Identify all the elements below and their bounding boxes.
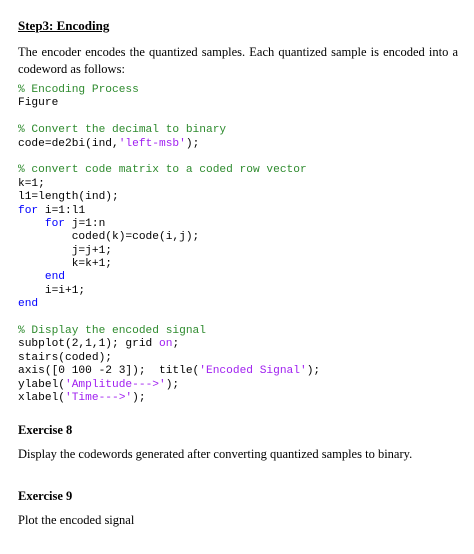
- code-token-plain: );: [185, 137, 200, 150]
- code-line: [18, 231, 458, 244]
- code-line: [18, 84, 458, 97]
- code-token-plain: ;: [172, 338, 180, 351]
- code-token-plain: [18, 218, 45, 230]
- code-token-plain: l1=length(ind);: [18, 191, 119, 204]
- code-line: [18, 191, 458, 204]
- code-line: [18, 178, 458, 191]
- code-token-plain: Figure: [18, 97, 59, 110]
- code-token-comment: % convert code matrix to a coded row vector: [18, 164, 307, 177]
- code-line: [18, 218, 458, 231]
- code-token-keyword: end: [18, 298, 39, 311]
- code-token-plain: );: [132, 391, 146, 404]
- code-line: [18, 271, 458, 284]
- code-token-comment: % Encoding Process: [18, 84, 139, 96]
- code-token-plain: );: [306, 365, 321, 378]
- code-line: [18, 164, 458, 177]
- code-token-plain: ylabel(: [18, 378, 65, 391]
- code-token-keyword: end: [44, 271, 66, 284]
- code-line: [18, 138, 458, 151]
- exercise-8-text: Display the codewords generated after converting quantized samples to binary.: [18, 447, 413, 461]
- code-line: [18, 325, 458, 338]
- exercise-9-heading: Exercise 9: [18, 489, 73, 503]
- code-line: [18, 285, 458, 298]
- code-token-string: on: [159, 338, 173, 351]
- code-token-plain: coded(k)=code(i,j);: [18, 231, 200, 244]
- code-line: [18, 338, 458, 351]
- code-token-comment: % Convert the decimal to binary: [18, 124, 227, 137]
- code-token-plain: i=i+1;: [18, 284, 86, 297]
- code-line: [18, 124, 458, 137]
- code-blank-line: [18, 151, 458, 164]
- code-token-string: 'Time--->': [65, 391, 133, 404]
- code-token-plain: [18, 271, 45, 283]
- code-token-plain: );: [165, 378, 180, 391]
- code-token-plain: subplot(2,1,1); grid: [18, 338, 159, 351]
- code-line: [18, 245, 458, 258]
- code-token-plain: stairs(coded);: [18, 351, 112, 364]
- code-token-keyword: for: [18, 204, 39, 217]
- code-token-plain: k=k+1;: [18, 258, 112, 271]
- code-token-string: 'Encoded Signal': [199, 365, 307, 378]
- step-heading: Step3: Encoding: [18, 18, 110, 33]
- code-line: [18, 97, 458, 110]
- code-line: [18, 365, 458, 378]
- intro-paragraph: The encoder encodes the quantized samples. Each quantized sample is encoded into a codeword as follows:: [18, 45, 458, 76]
- code-token-plain: axis([0 100 -2 3]); title(: [18, 365, 200, 378]
- document-page: [18, 18, 458, 527]
- code-token-plain: k=1;: [18, 177, 45, 190]
- code-line: [18, 352, 458, 365]
- code-line: [18, 258, 458, 271]
- code-blank-line: [18, 111, 458, 124]
- code-token-plain: code=de2bi(ind,: [18, 137, 119, 150]
- code-line: [18, 298, 458, 311]
- code-token-plain: xlabel(: [18, 391, 65, 404]
- code-token-comment: % Display the encoded signal: [18, 325, 206, 338]
- code-listing: [18, 84, 458, 405]
- code-token-string: 'left-msb': [118, 137, 186, 150]
- code-line: [18, 392, 458, 405]
- exercise-9-text: Plot the encoded signal: [18, 513, 135, 527]
- code-token-plain: j=1:n: [65, 217, 106, 230]
- code-token-plain: i=1:l1: [38, 204, 86, 217]
- code-blank-line: [18, 312, 458, 325]
- code-token-string: 'Amplitude--->': [65, 378, 166, 391]
- code-line: [18, 379, 458, 392]
- code-line: [18, 205, 458, 218]
- code-token-keyword: for: [44, 217, 66, 230]
- exercise-8-heading: Exercise 8: [18, 423, 73, 437]
- code-token-plain: j=j+1;: [18, 244, 112, 257]
